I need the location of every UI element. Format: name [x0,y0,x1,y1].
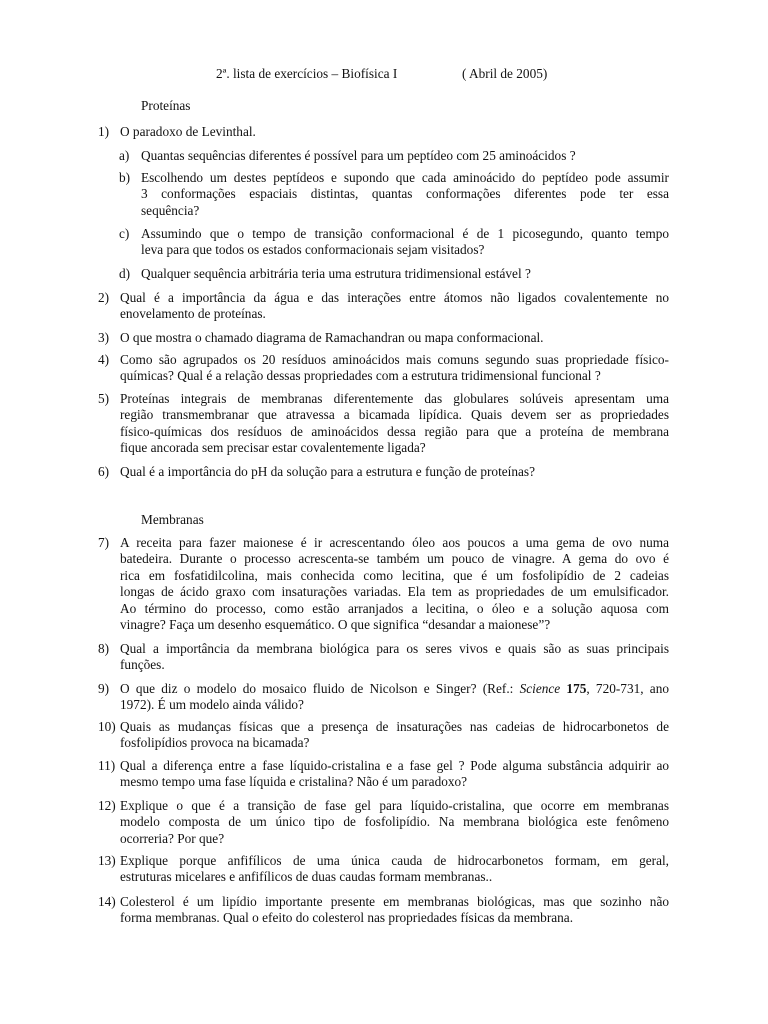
document-title: 2ª. lista de exercícios – Biofísica I [216,66,398,81]
section-heading-membranas: Membranas [141,512,204,527]
question-text-line [120,681,669,697]
question-text: O paradoxo de Levinthal. [120,124,256,139]
question-text-line: Escolhendo um destes peptídeos e supondo que cada aminoácido do peptídeo pode assumir [141,170,669,185]
question-1a [119,148,669,164]
question-text-line: 1972). É um modelo ainda válido? [120,697,304,713]
question-text-part: , 720-731, ano [586,681,669,696]
question-text-line: Qual a importância da membrana biológica para os seres vivos e quais são as suas principais [120,641,669,656]
question-text-part: O que diz o modelo do mosaico fluido de Nicolson e Singer? (Ref.: [120,681,520,696]
question-number: 11) [98,758,116,773]
section-heading-proteinas: Proteínas [141,98,191,113]
question-text-line: rica em fosfatidilcolina, mais conhecida como lecitina, que é um fosfolipídio de 2 cadeias [120,567,669,583]
question-text: Qual é a importância do pH da solução para a estrutura e função de proteínas? [120,464,535,479]
question-text-line: Qual é a importância da água e das interações entre átomos não ligados covalentemente no [120,290,669,305]
subquestion-label: a) [119,148,130,163]
question-1d [119,266,669,282]
question-11 [98,758,669,791]
question-text-line: batedeira. Durante o processo acrescenta-se também um pouco de vinagre. A gema do ovo é [120,551,669,567]
question-8 [98,641,669,674]
journal-volume: 175 [566,681,587,696]
question-text: Qualquer sequência arbitrária teria uma estrutura tridimensional estável ? [141,266,531,281]
question-text-line: A receita para fazer maionese é ir acrescentando óleo aos poucos a uma gema de ovo numa [120,535,669,550]
question-text-line: Qual a diferença entre a fase líquido-cristalina e a fase gel ? Pode alguma substância adquirir ao [120,758,669,773]
question-6 [98,464,669,480]
question-text-line: sequência? [141,202,200,218]
journal-name: Science [519,681,561,696]
question-text-line: 3 conformações espaciais distintas, quantas conformações diferentes pode ter essa [141,186,669,202]
question-number: 10) [98,719,116,734]
question-number: 4) [98,352,110,367]
question-text-line: Assumindo que o tempo de transição conformacional é de 1 picosegundo, quanto tempo [141,226,669,241]
question-text-line: Explique o que é a transição de fase gel para líquido-cristalina, que ocorre em membranas [120,798,669,813]
question-text-line: funções. [120,657,165,673]
question-number: 13) [98,853,116,868]
question-4 [98,352,669,385]
question-text-line: Quais as mudanças físicas que a presença de insaturações nas cadeias de hidrocarbonetos de [120,719,669,734]
question-text-line: Ao término do processo, como estão arranjados a lecitina, o óleo e a solução aquosa com [120,600,669,616]
question-2 [98,290,669,323]
question-number: 5) [98,391,110,406]
question-number: 7) [98,535,110,550]
question-text-line: físico-químicas dos resíduos de aminoácidos dessa região para que a proteína de membrana [120,423,669,439]
question-1 [98,124,669,140]
question-7 [98,535,669,633]
question-5 [98,391,669,457]
subquestion-label: d) [119,266,131,281]
question-10 [98,719,669,752]
subquestion-label: c) [119,226,130,241]
question-text-line: Como são agrupados os 20 resíduos aminoácidos mais comuns segundo suas propriedade físico- [120,352,669,367]
question-text-line: fosfolipídios provoca na bicamada? [120,735,310,751]
question-text-line: região transmembranar que atravessa a bicamada lipídica. Quais devem ser as propriedades [120,407,669,423]
question-text-line: vinagre? Faça um desenho esquemático. O que significa “desandar a maionese”? [120,617,551,633]
question-text-line: leva para que todos os estados conformacionais sejam visitados? [141,242,485,258]
question-number: 6) [98,464,110,479]
question-text-line: estruturas micelares e anfifílicos de duas caudas formam membranas.. [120,869,493,885]
question-text-line: mesmo tempo uma fase líquida e cristalina? Não é um paradoxo? [120,774,468,790]
question-text-line: forma membranas. Qual o efeito do colesterol nas propriedades físicas da membrana. [120,910,574,926]
question-text-line: modelo composta de um único tipo de fosfolipídio. Na membrana biológica este fenômeno [120,814,669,830]
question-1c [119,226,669,259]
question-1b [119,170,669,219]
question-text-line: fique ancorada sem precisar estar covalentemente ligada? [120,440,426,456]
question-13 [98,853,669,886]
question-text: Quantas sequências diferentes é possível para um peptídeo com 25 aminoácidos ? [141,148,576,163]
document-date: ( Abril de 2005) [462,66,548,81]
question-text: O que mostra o chamado diagrama de Ramachandran ou mapa conformacional. [120,330,544,345]
question-text-line: Colesterol é um lipídio importante presente em membranas biológicas, mas que sozinho não [120,894,669,909]
question-number: 1) [98,124,110,139]
question-text-line: enovelamento de proteínas. [120,306,266,322]
question-text-line: Proteínas integrais de membranas diferentemente das globulares solúveis apresentam uma [120,391,669,406]
question-number: 3) [98,330,110,345]
question-14 [98,894,669,927]
question-number: 9) [98,681,110,696]
question-text-line: ocorreria? Por que? [120,830,225,846]
question-text-line: longas de ácido graxo com insaturações variadas. Ela tem as propriedades de um emulsificador. [120,584,669,600]
question-number: 14) [98,894,116,909]
question-9 [98,681,669,714]
subquestion-label: b) [119,170,131,185]
question-3 [98,330,669,346]
question-12 [98,798,669,847]
question-text-line: químicas? Qual é a relação dessas propriedades com a estrutura tridimensional funcional ? [120,368,601,384]
question-number: 12) [98,798,116,813]
question-number: 2) [98,290,110,305]
question-text-line: Explique porque anfifílicos de uma única cauda de hidrocarbonetos formam, em geral, [120,853,669,868]
question-number: 8) [98,641,110,656]
